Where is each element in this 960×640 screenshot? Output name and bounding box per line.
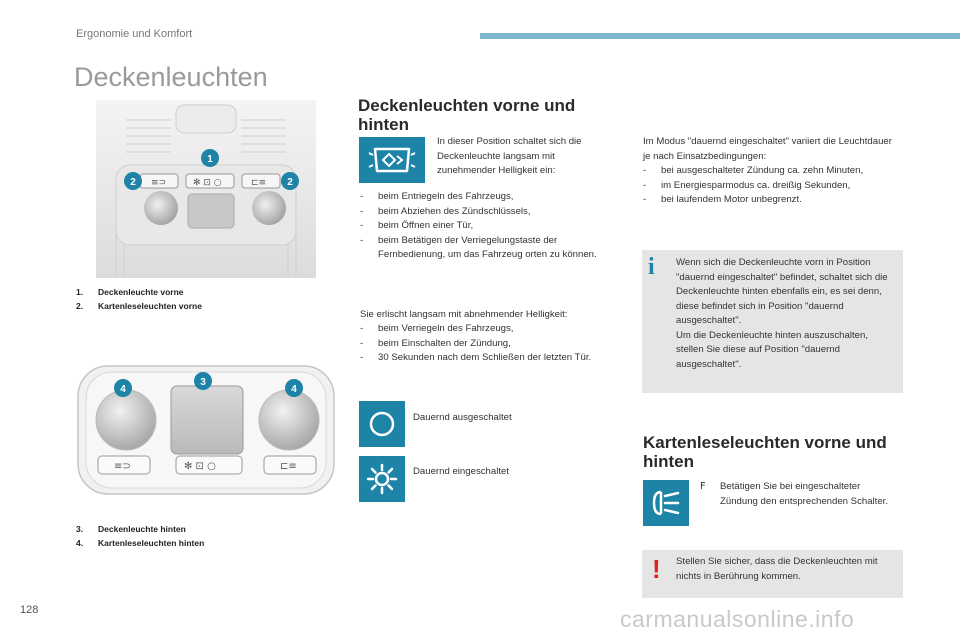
watermark: carmanualsonline.info (620, 606, 855, 632)
front-lights-illustration (76, 100, 338, 280)
svg-text:≡⊃: ≡⊃ (114, 461, 131, 472)
switch-on-list (360, 190, 598, 263)
mode-always-on: Dauernd eingeschaltet (413, 466, 510, 477)
switch-off-list (360, 322, 598, 366)
callout-4-left: 4 (120, 384, 126, 395)
caption-item: 4. Kartenleseleuchten hinten (76, 538, 205, 548)
list-item: - beim Abziehen des Zündschlüssels, (360, 205, 598, 220)
section-title-map-lights: Kartenleseleuchten vorne und hinten (643, 433, 887, 471)
bullet-marker: F (700, 481, 706, 492)
info-icon: i (648, 254, 655, 280)
callout-2-right: 2 (287, 177, 293, 188)
callout-2-left: 2 (130, 177, 136, 188)
door-light-icon (367, 143, 417, 177)
svg-text:⊏≡: ⊏≡ (251, 178, 267, 188)
page-title: Deckenleuchten (74, 62, 268, 92)
svg-text:⊏≡: ⊏≡ (280, 461, 297, 472)
switch-off-intro: Sie erlischt langsam mit abnehmender Helligkeit: (360, 309, 568, 320)
warning-icon: ! (652, 554, 661, 584)
caption-item: 2. Kartenleseleuchten vorne (76, 301, 202, 311)
warning-box (642, 550, 903, 598)
list-item: - beim Betätigen der Verriegelungstaste der Fernbedienung, um das Fahrzeug orten zu können. (360, 234, 598, 263)
mode-always-off: Dauernd ausgeschaltet (413, 412, 512, 423)
sun-on-icon (366, 463, 398, 495)
page-number: 128 (20, 604, 39, 616)
list-item: - bei laufendem Motor unbegrenzt. (643, 193, 905, 208)
caption-rear (76, 522, 336, 550)
list-item: - beim Verriegeln des Fahrzeugs, (360, 322, 598, 337)
section-header: Ergonomie und Komfort (76, 28, 193, 40)
callout-4-right: 4 (291, 384, 297, 395)
list-item: - beim Öffnen einer Tür, (360, 219, 598, 234)
info-box (642, 250, 903, 393)
map-light-instruction: Betätigen Sie bei eingeschalteter Zündung den entsprechenden Schalter. (720, 481, 889, 507)
list-item: - im Energiesparmodus ca. dreißig Sekunden, (643, 179, 905, 194)
warning-text: Stellen Sie sicher, dass die Deckenleuchten mit nichts in Berührung kommen. (676, 556, 878, 582)
duration-intro: Im Modus "dauernd eingeschaltet" variiert die Leuchtdauer je nach Einsatzbedingungen: (643, 136, 892, 162)
always-off-icon-box (359, 401, 405, 447)
dimming-mode-icon-box (359, 137, 425, 183)
map-light-icon-box (643, 480, 689, 526)
section-title-ceiling-lights: Deckenleuchten vorne und hinten (358, 96, 576, 134)
list-item: - beim Entriegeln des Fahrzeugs, (360, 190, 598, 205)
list-item: - 30 Sekunden nach dem Schließen der letzten Tür. (360, 351, 598, 366)
header-bar (480, 33, 960, 39)
caption-item: 3. Deckenleuchte hinten (76, 524, 186, 534)
map-light-icon (650, 489, 682, 517)
svg-text:✻ ⊡ ○: ✻ ⊡ ○ (193, 178, 222, 188)
rear-lights-illustration (76, 360, 338, 500)
duration-list (643, 164, 905, 208)
info-text: Wenn sich die Deckenleuchte vorn in Position "dauernd eingeschaltet" befindet, schaltet sich die Deckenleuchte hinten ebenfalls ein, es sei denn, diese befindet sich in Position "dauernd ausgeschaltet". Um die Deckenleuchte hinten auszuschalten, stellen Sie diese auf Position "dauernd ausgeschaltet". (676, 257, 888, 370)
list-item: - beim Einschalten der Zündung, (360, 337, 598, 352)
svg-text:≡⊃: ≡⊃ (151, 178, 167, 188)
dimming-intro: In dieser Position schaltet sich die Deckenleuchte langsam mit zunehmender Helligkeit ein: (437, 136, 582, 176)
callout-1: 1 (207, 154, 213, 165)
callout-3: 3 (200, 377, 206, 388)
circle-off-icon (367, 409, 397, 439)
caption-item: 1. Deckenleuchte vorne (76, 287, 184, 297)
caption-front (76, 285, 336, 313)
svg-text:✻ ⊡ ○: ✻ ⊡ ○ (184, 461, 216, 472)
list-item: - bei ausgeschalteter Zündung ca. zehn Minuten, (643, 164, 905, 179)
always-on-icon-box (359, 456, 405, 502)
